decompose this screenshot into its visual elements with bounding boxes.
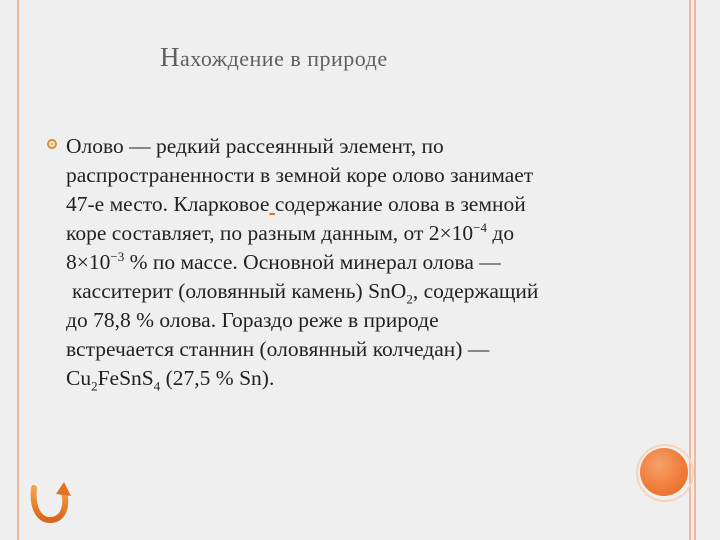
paragraph-line-4: [66, 219, 676, 248]
formula-fesns: FeSnS: [97, 366, 154, 390]
paragraph-line-4-start: коре составляет, по разным данным, от 2×10: [66, 221, 474, 245]
paragraph-line-3-start: 47-е место. Кларковое: [66, 192, 270, 216]
paragraph-line-5-end: % по массе. Основной минерал олова —: [124, 250, 501, 274]
slide-body-paragraph: [66, 132, 676, 393]
paragraph-line-6-start: касситерит (оловянный камень) SnO: [72, 279, 407, 303]
paragraph-line-9-end: (27,5 % Sn).: [160, 366, 275, 390]
paragraph-line-6-end: , содержащий: [412, 279, 539, 303]
paragraph-line-5: [66, 248, 676, 277]
return-arrow-icon[interactable]: [28, 478, 74, 524]
paragraph-line-9: [66, 364, 676, 393]
exponent-minus-3: −3: [110, 248, 125, 264]
paragraph-line-7: до 78,8 % олова. Гораздо реже в природе: [66, 308, 439, 332]
paragraph-line-5-start: 8×10: [66, 250, 111, 274]
exponent-minus-4: −4: [473, 219, 487, 235]
slide-title: [160, 42, 388, 73]
paragraph-line-4-end: до: [487, 221, 515, 245]
orange-circle-decoration: [640, 448, 688, 496]
paragraph-line-6: [66, 277, 676, 306]
subscript-cu2: 2: [91, 378, 98, 394]
paragraph-line-3-end: содержание олова в земной: [274, 192, 526, 216]
frame-line-left: [17, 0, 19, 540]
paragraph-line-3: [66, 190, 676, 219]
paragraph-line-8: встречается станнин (оловянный колчедан) —: [66, 337, 490, 361]
slide-title-rest: ахождение в природе: [180, 46, 388, 71]
paragraph-line-2: распространенности в земной коре олово занимает: [66, 163, 534, 187]
subscript-s4: 4: [153, 378, 161, 394]
paragraph-line-1: Олово — редкий рассеянный элемент, по: [66, 134, 444, 158]
slide-title-initial: Н: [160, 42, 180, 72]
ring-bullet-icon: [47, 139, 57, 149]
subscript-sno2: 2: [406, 291, 413, 307]
frame-line-right-outer: [694, 0, 696, 540]
formula-cu: Cu: [66, 366, 92, 390]
